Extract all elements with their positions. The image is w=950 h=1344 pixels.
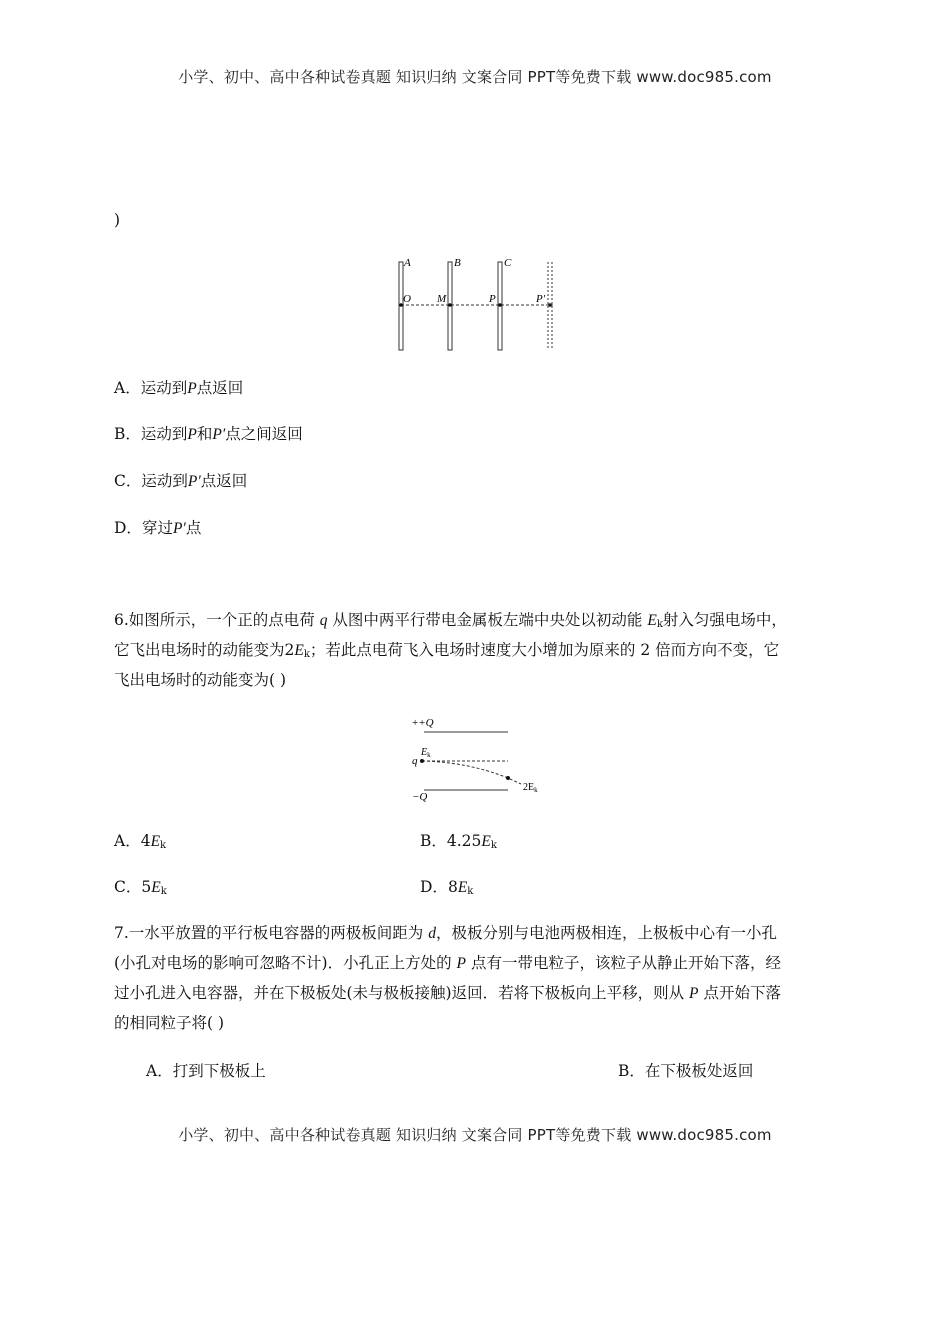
- q6-capacitor-figure: [408, 712, 568, 802]
- q5-point-p-prime: [548, 303, 552, 307]
- q6-option-b: B．$4.25E_k$: [420, 832, 497, 851]
- q5-option-a: A．运动到P点返回: [114, 379, 244, 397]
- q7-option-b: B．在下极板处返回: [618, 1062, 754, 1080]
- q5-label-p: P: [489, 293, 496, 305]
- q6-stem-line2: 它飞出电场时的动能变为$2E_k$；若此点电荷飞入电场时速度大小增加为原来的 2 倍而方向不变，它: [114, 641, 780, 660]
- q5-plates-figure: [385, 256, 575, 356]
- q7-stem-line3: 过小孔进入电容器，并在下极板处(未与极板接触)返回．若将下极板向上平移，则从 P 点开始下落: [114, 984, 781, 1002]
- q5-option-d: D．穿过P′点: [114, 519, 202, 537]
- q5-option-b: B．运动到P和P′点之间返回: [114, 425, 303, 443]
- q5-point-p: [498, 303, 502, 307]
- page-header: 小学、初中、高中各种试卷真题 知识归纳 文案合同 PPT等免费下载 www.doc985.com: [178, 68, 772, 86]
- q6-trajectory: [422, 761, 521, 784]
- q7-stem-line1: 7.一水平放置的平行板电容器的两极板间距为 d，极板分别与电池两极相连，上极板中心有一小孔: [114, 924, 777, 942]
- q5-option-c: C．运动到P′点返回: [114, 472, 248, 490]
- q6-label-minus-q: −Q: [412, 791, 428, 802]
- q5-label-a: A: [404, 257, 411, 269]
- q5-closing-paren: ): [114, 211, 121, 229]
- q7-stem-line2: (小孔对电场的影响可忽略不计)．小孔正上方处的 P 点有一带电粒子，该粒子从静止开始下落，经: [114, 954, 781, 972]
- q7-stem-line4: 的相同粒子将( ): [114, 1014, 225, 1032]
- q6-stem-line3: 飞出电场时的动能变为( ): [114, 671, 287, 689]
- q6-stem-line1: 6.如图所示，一个正的点电荷 q 从图中两平行带电金属板左端中央处以初动能 $E_k$射入匀强电场中，: [114, 611, 787, 630]
- q6-label-plus-q: ++Q: [412, 717, 434, 729]
- q5-label-c: C: [504, 257, 512, 269]
- q6-label-2ek: $2E_k$: [523, 782, 538, 794]
- q6-label-ek: $E_k$: [421, 747, 431, 759]
- q6-option-a: A．$4E_k$: [114, 832, 167, 851]
- q6-label-q: q: [412, 755, 418, 767]
- q7-option-a: A．打到下极板上: [146, 1062, 266, 1080]
- page-footer: 小学、初中、高中各种试卷真题 知识归纳 文案合同 PPT等免费下载 www.doc985.com: [178, 1126, 772, 1144]
- q5-label-o: O: [403, 293, 411, 305]
- q6-option-d: D．$8E_k$: [420, 878, 474, 897]
- q5-point-m: [448, 303, 452, 307]
- q6-charge-start: [420, 759, 424, 763]
- q5-label-b: B: [454, 257, 461, 269]
- q5-label-m: M: [437, 293, 447, 305]
- q6-charge-end: [506, 776, 510, 780]
- q6-option-c: C．$5E_k$: [114, 878, 167, 897]
- q5-label-p-prime: P′: [536, 293, 546, 305]
